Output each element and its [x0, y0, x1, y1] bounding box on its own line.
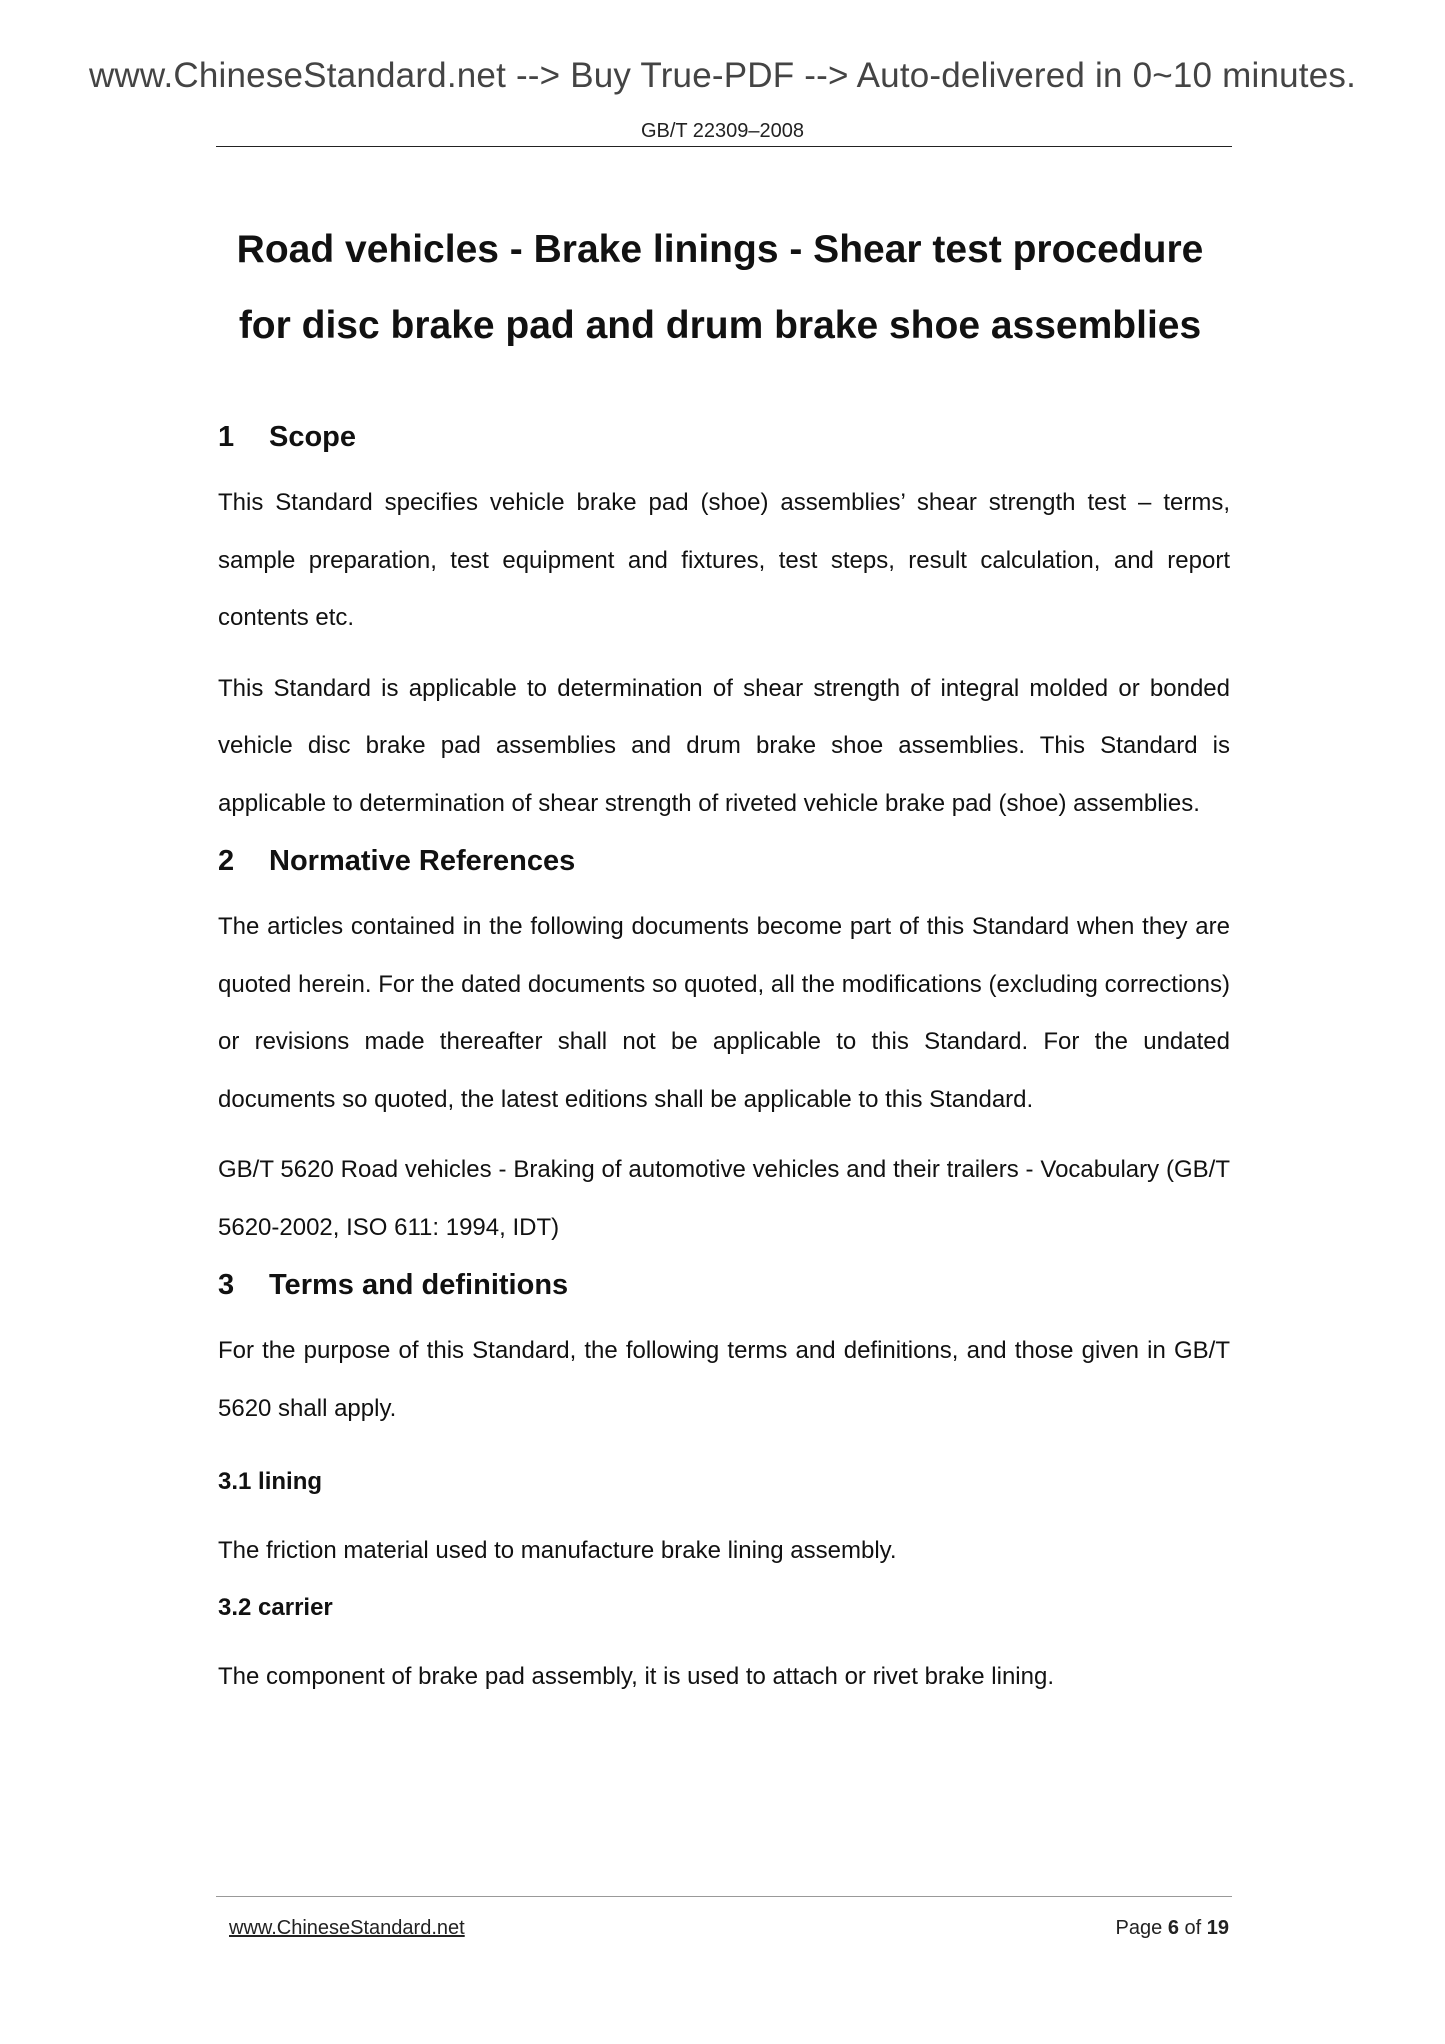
scope-paragraph-1: This Standard specifies vehicle brake pad (shoe) assemblies’ shear strength test – terms, sample preparation, test equipment and fixtures, test steps, result calculation, and report contents etc.: [218, 489, 1230, 631]
page-indicator: [1116, 1917, 1229, 1940]
footer-divider: [216, 1896, 1232, 1897]
terms-paragraph-1: For the purpose of this Standard, the following terms and definitions, and those given in GB/T 5620 shall apply.: [218, 1337, 1230, 1422]
document-body: [218, 212, 1230, 1705]
term-heading-carrier: 3.2 carrier: [218, 1593, 333, 1621]
section-heading-terms: [218, 1269, 1230, 1302]
section-number: 1: [218, 421, 235, 453]
normative-paragraph-1: The articles contained in the following documents become part of this Standard when they are quoted herein. For the dated documents so quoted, all the modifications (excluding corrections) or revisions made thereafter shall not be applicable to this Standard. For the undated documents so quoted, the latest editions shall be applicable to this Standard.: [218, 913, 1230, 1113]
scope-paragraph-2: This Standard is applicable to determination of shear strength of integral molded or bonded vehicle disc brake pad assemblies and drum brake shoe assemblies. This Standard is applicable to determination of shear strength of riveted vehicle brake pad (shoe) assemblies.: [218, 674, 1230, 817]
normative-reference-entry: GB/T 5620 Road vehicles - Braking of automotive vehicles and their trailers - Vocabulary (GB/T 5620-2002, ISO 611: 1994, IDT): [218, 1156, 1230, 1241]
section-heading-scope: [218, 421, 1230, 454]
page-prefix: Page: [1115, 1917, 1163, 1939]
section-title: Normative References: [269, 845, 576, 877]
term-definition-carrier: The component of brake pad assembly, it is used to attach or rivet brake lining.: [218, 1662, 1054, 1690]
section-number: 2: [218, 845, 235, 877]
standard-code: GB/T 22309–2008: [640, 120, 805, 142]
section-title: Terms and definitions: [269, 1269, 569, 1301]
current-page-number: 6: [1167, 1917, 1179, 1939]
term-heading-lining: 3.1 lining: [218, 1468, 323, 1495]
header-divider: [216, 146, 1232, 147]
section-title: Scope: [269, 421, 357, 453]
section-number: 3: [218, 1269, 235, 1301]
section-heading-normative: [218, 845, 1230, 878]
title-line-1: Road vehicles - Brake linings - Shear test procedure: [236, 228, 1204, 271]
document-title: [210, 212, 1230, 364]
footer-site-link[interactable]: www.ChineseStandard.net: [229, 1917, 465, 1939]
total-pages-number: 19: [1206, 1917, 1229, 1939]
top-banner[interactable]: www.ChineseStandard.net --> Buy True-PDF --> Auto-delivered in 0~10 minutes.: [88, 56, 1357, 95]
title-line-2: for disc brake pad and drum brake shoe assemblies: [238, 304, 1202, 347]
term-definition-lining: The friction material used to manufacture brake lining assembly.: [218, 1537, 897, 1564]
page-of-label: of: [1184, 1917, 1202, 1939]
